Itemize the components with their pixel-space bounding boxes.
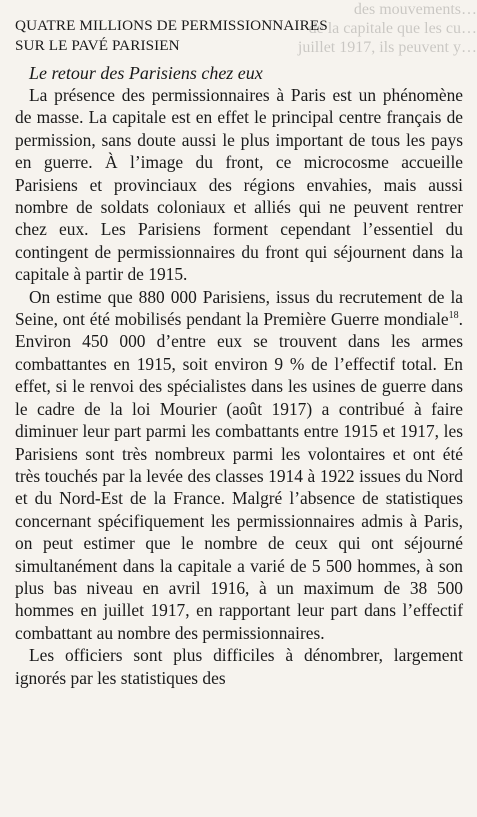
paragraph-1: La présence des permissionnaires à Paris est un phénomène de masse. La capitale est en effet le principal centre français de permission, sans doute aussi le plus important de tous les pays en guerre. À l’image du front, ce microcosme accueille Parisiens et provinciaux des régions envahies, mais aussi nombre de soldats coloniaux et alliés qui ne peuvent rentrer chez eux. Les Parisiens forment cependant l’essentiel du contingent de permissionnaires du front qui séjournent dans la capitale à partir de 1915.: [15, 85, 463, 285]
heading-line-2: SUR LE PAVÉ PARISIEN: [15, 37, 180, 54]
paragraph-2-before: On estime que 880 000 Parisiens, issus du recrutement de la Seine, ont été mobilisés pendant la Première Guerre mondiale: [15, 286, 463, 330]
paragraph-2-after: . Environ 450 000 d’entre eux se trouvent dans les armes combattantes en 1915, soit environ 9 % de l’effectif total. En effet, si le renvoi des spécialistes dans les usines de guerre dans le cadre de la loi Mourier (août 1917) a contribué à faire diminuer leur part parmi les combattants entre 1915 et 1917, les Parisiens sont très nombreux parmi les volontaires et ont été très touchés par la levée des classes 1914 à 1922 issues du Nord et du Nord-Est de la France. Malgré l’absence de statistiques concernant spécifiquement les permissionnaires admis à Paris, on peut estimer que le nombre de ceux qui ont séjourné simultanément dans la capitale a varié de 5 500 hommes, à son plus bas niveau en avril 1916, à un maximum de 38 500 hommes en juillet 1917, en rapportant leur part dans l’effectif combattant au nombre des permissionnaires.: [15, 309, 463, 643]
paragraph-3: Les officiers sont plus difficiles à dénombrer, largement ignorés par les statistiques des: [15, 645, 463, 688]
section-subheading: Le retour des Parisiens chez eux: [29, 63, 263, 83]
heading-line-1: QUATRE MILLIONS DE PERMISSIONNAIRES: [15, 17, 328, 34]
paragraph-2: [15, 286, 463, 645]
bleed-through-text: des mouvements… de la capitale que les cu… juillet 1917, ils peuvent y…: [297, 1, 477, 56]
footnote-marker: 18: [448, 310, 459, 322]
